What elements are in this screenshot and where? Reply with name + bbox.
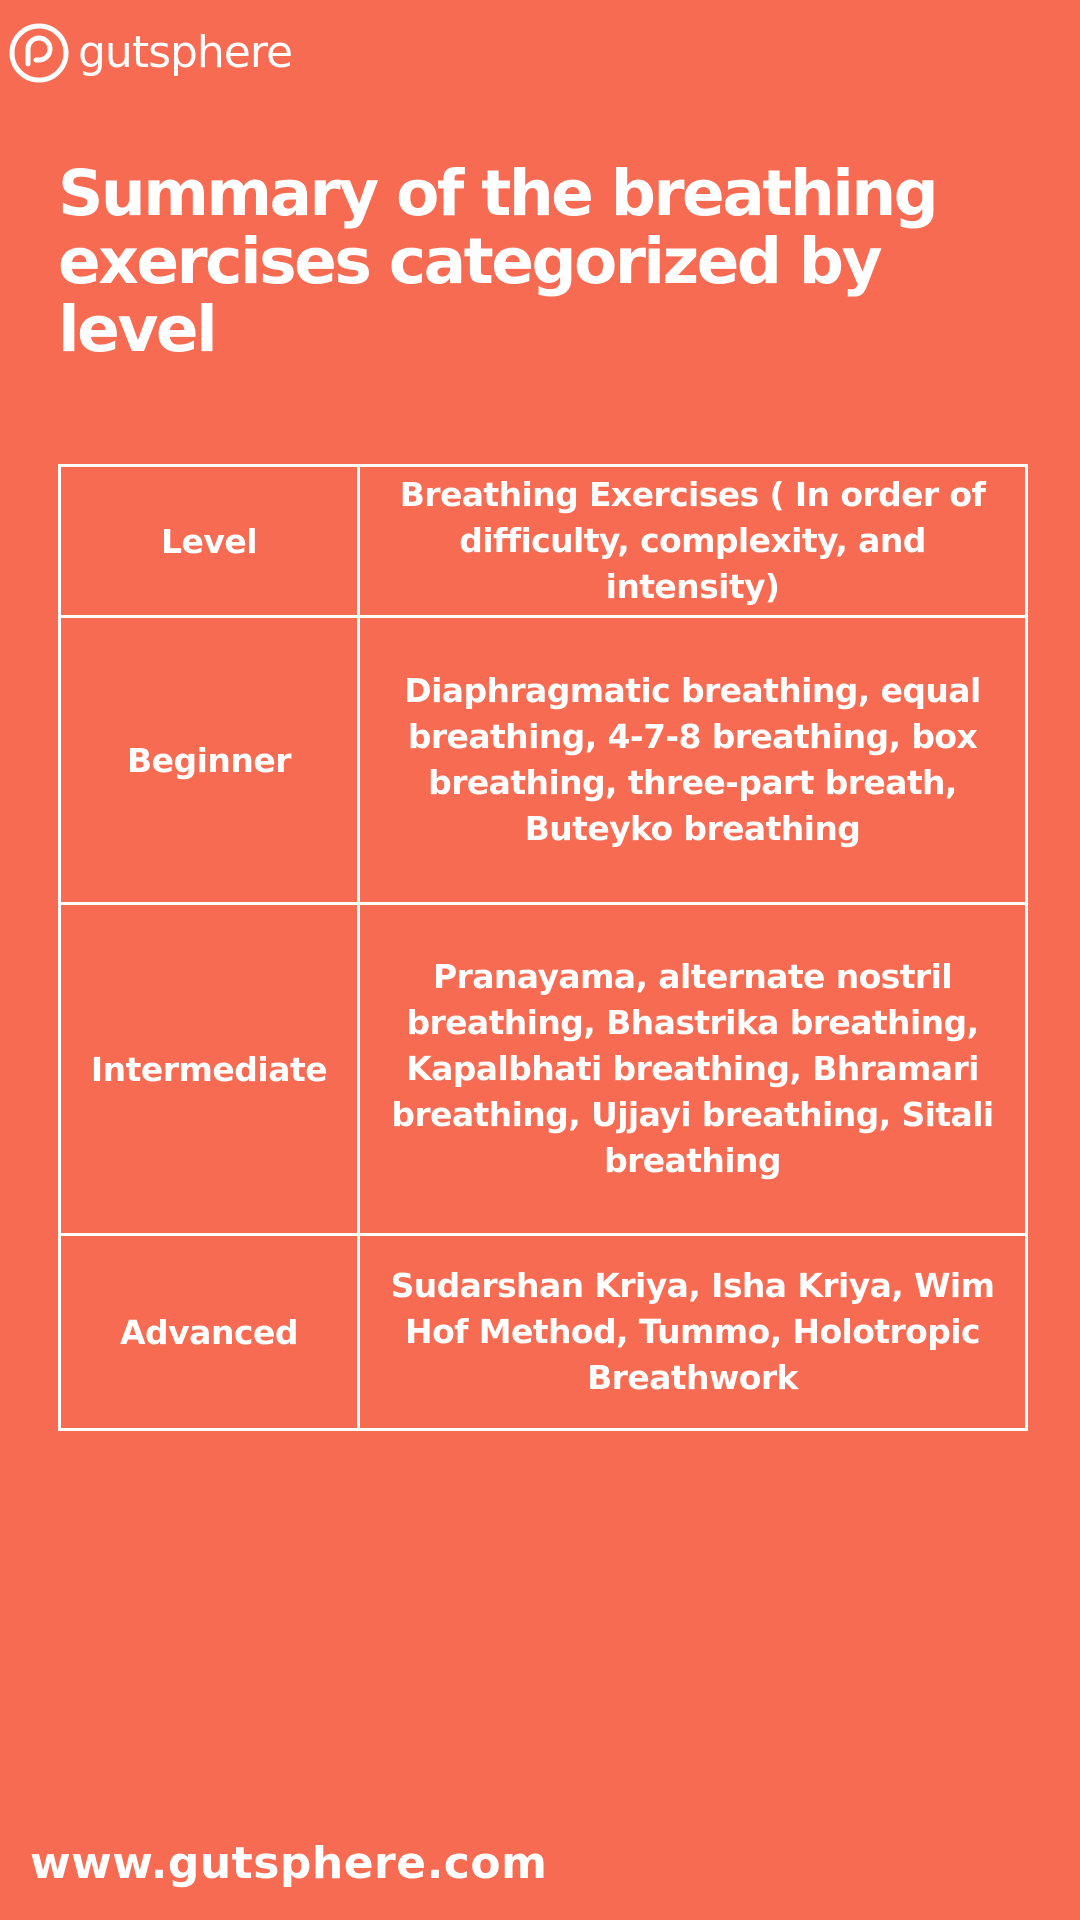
header-level: Level (60, 466, 359, 617)
level-cell-intermediate: Intermediate (60, 904, 359, 1235)
brand-logo (8, 20, 292, 86)
page-title: Summary of the breathing exercises categorized by level (58, 157, 937, 366)
level-cell-beginner: Beginner (60, 617, 359, 904)
exercises-cell-beginner: Diaphragmatic breathing, equal breathing, 4-7-8 breathing, box breathing, three-part breath, Buteyko breathing (359, 617, 1027, 904)
exercises-cell-advanced: Sudarshan Kriya, Isha Kriya, Wim Hof Method, Tummo, Holotropic Breathwork (359, 1235, 1027, 1430)
header-exercises: Breathing Exercises ( In order of difficulty, complexity, and intensity) (359, 466, 1027, 617)
breathing-levels-table (58, 464, 1028, 1431)
table-row (60, 617, 1027, 904)
table-header-row (60, 466, 1027, 617)
gutsphere-logo-icon (8, 22, 70, 84)
level-cell-advanced: Advanced (60, 1235, 359, 1430)
table-row (60, 904, 1027, 1235)
exercises-cell-intermediate: Pranayama, alternate nostril breathing, Bhastrika breathing, Kapalbhati breathing, Bhramari breathing, Ujjayi breathing, Sitali breathing (359, 904, 1027, 1235)
table-row (60, 1235, 1027, 1430)
website-url: www.gutsphere.com (30, 1838, 548, 1889)
brand-name: gutsphere (78, 27, 293, 78)
